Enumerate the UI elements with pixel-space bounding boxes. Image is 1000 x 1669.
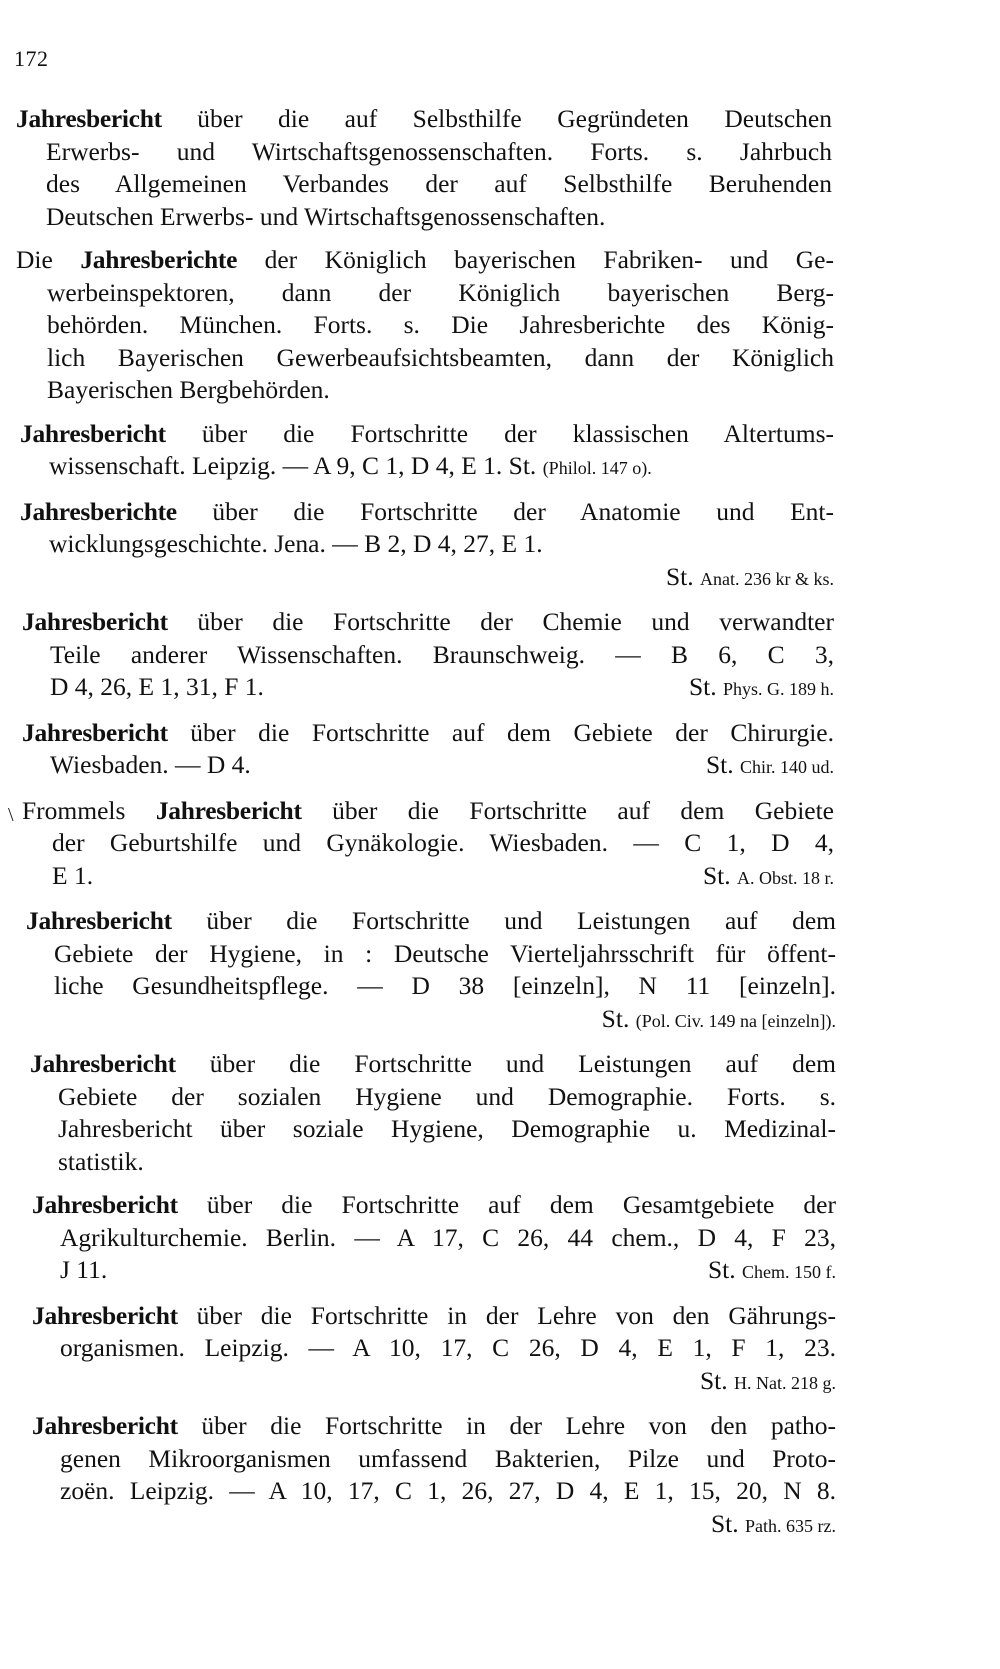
margin-mark: \ <box>8 803 14 826</box>
entry-text: über die auf Selbsthilfe Gegründeten Deutschen <box>161 104 832 133</box>
entry-list <box>0 103 1000 1553</box>
entry-text: Wiesbaden. — D 4. <box>50 750 251 779</box>
bibliography-entry <box>16 244 834 407</box>
entry-keyword: Jahresbericht <box>32 1300 178 1330</box>
bibliography-entry <box>32 1410 836 1542</box>
shelf-mark: Chem. 150 f. <box>742 1262 836 1282</box>
shelf-prefix: St. <box>601 1003 630 1033</box>
entry-line: des Allgemeinen Verbandes der auf Selbsthilfe Beruhenden <box>46 169 832 198</box>
bibliography-entry <box>22 606 834 706</box>
entry-line <box>16 103 832 136</box>
bibliography-entry <box>26 905 836 1037</box>
entry-text: über die Fortschritte der klassischen Altertums- <box>165 418 834 448</box>
shelf-location <box>26 1003 836 1038</box>
entry-text: über die Fortschritte auf dem Gesamtgebiete der <box>177 1190 836 1219</box>
entry-text: J 11. <box>60 1255 108 1284</box>
bibliography-entry <box>30 1048 836 1178</box>
shelf-location <box>32 1508 836 1543</box>
entry-text: über die Fortschritte in der Lehre von den patho- <box>177 1411 836 1440</box>
entry-line: Erwerbs- und Wirtschaftsgenossenschaften. Forts. s. Jahrbuch <box>46 136 832 166</box>
entry-keyword: Jahresbericht <box>32 1411 178 1440</box>
entry-line <box>32 1410 836 1443</box>
page-number: 172 <box>14 46 49 71</box>
shelf-mark: Chir. 140 ud. <box>739 757 834 777</box>
entry-line <box>22 606 834 639</box>
shelf-prefix: St. <box>699 1365 728 1395</box>
entry-line: statistik. <box>58 1146 144 1176</box>
entry-line: lich Bayerischen Gewerbeaufsichtsbeamten, dann der Königlich <box>47 342 834 372</box>
entry-keyword: Jahresbericht <box>22 607 168 636</box>
bibliography-entry <box>32 1300 836 1400</box>
entry-text: über die Fortschritte der Anatomie und Ent- <box>176 496 834 526</box>
entry-text: D 4, 26, E 1, 31, F 1. <box>50 672 264 701</box>
entry-prefix: Frommels <box>22 795 156 825</box>
entry-line: Gebiete der sozialen Hygiene und Demographie. Forts. s. <box>58 1081 836 1111</box>
entry-line <box>26 905 836 938</box>
bibliography-entry <box>8 795 834 895</box>
entry-keyword: Jahresbericht <box>32 1190 178 1219</box>
entry-keyword: Jahresbericht <box>155 795 302 825</box>
bibliography-entry <box>32 1189 836 1289</box>
entry-line: zoën. Leipzig. — A 10, 17, C 1, 26, 27, D 4, E 1, 15, 20, N 8. <box>60 1476 836 1505</box>
shelf-mark: Anat. 236 kr & ks. <box>700 568 834 589</box>
entry-keyword: Jahresberichte <box>80 245 238 274</box>
entry-text: über die Fortschritte der Chemie und verwandter <box>167 607 834 636</box>
entry-line: behörden. München. Forts. s. Die Jahresberichte des König- <box>47 310 834 339</box>
entry-line: Jahresbericht über soziale Hygiene, Demographie u. Medizinal- <box>58 1114 836 1143</box>
shelf-prefix: St. <box>710 1508 739 1538</box>
shelf-mark: (Pol. Civ. 149 na [einzeln]). <box>635 1010 836 1031</box>
entry-line: organismen. Leipzig. — A 10, 17, C 26, D 4, E 1, F 1, 23. <box>60 1333 836 1362</box>
shelf-location <box>706 749 834 784</box>
entry-line: Deutschen Erwerbs- und Wirtschaftsgenossenschaften. <box>46 201 606 231</box>
shelf-mark: Phys. G. 189 h. <box>722 679 834 699</box>
entry-keyword: Jahresbericht <box>16 104 162 133</box>
entry-line <box>32 1254 836 1289</box>
shelf-mark: A. Obst. 18 r. <box>736 867 834 888</box>
entry-line: liche Gesundheitspflege. — D 38 [einzeln], N 11 [einzeln]. <box>54 971 836 1000</box>
entry-line <box>16 244 834 277</box>
entry-text: über die Fortschritte in der Lehre von den Gährungs- <box>177 1300 836 1330</box>
entry-text: E 1. <box>52 860 94 890</box>
entry-line: Agrikulturchemie. Berlin. — A 17, C 26, 44 chem., D 4, F 23, <box>60 1222 836 1252</box>
entry-line: Teile anderer Wissenschaften. Braunschweig. — B 6, C 3, <box>50 639 834 669</box>
entry-keyword: Jahresberichte <box>20 496 177 526</box>
shelf-location <box>708 1254 836 1289</box>
entry-line <box>22 795 834 828</box>
shelf-prefix: St. <box>702 860 731 890</box>
entry-text: der Königlich bayerischen Fabriken- und Ge- <box>237 245 834 274</box>
entry-line <box>20 450 834 485</box>
shelf-prefix: St. <box>705 750 734 779</box>
entry-keyword: Jahresbericht <box>20 418 166 448</box>
entry-line <box>22 860 834 895</box>
entry-line: Gebiete der Hygiene, in : Deutsche Vierteljahrsschrift für öffent- <box>54 938 836 968</box>
entry-prefix: Die <box>16 245 81 274</box>
entry-line: Bayerischen Bergbehörden. <box>47 375 330 404</box>
shelf-location <box>703 860 834 895</box>
entry-text: über die Fortschritte und Leistungen auf dem <box>171 906 836 935</box>
entry-line <box>32 1300 836 1333</box>
entry-line: genen Mikroorganismen umfassend Bakterien, Pilze und Proto- <box>60 1443 836 1473</box>
entry-line: wicklungsgeschichte. Jena. — B 2, D 4, 27, E 1. <box>49 529 543 558</box>
shelf-prefix: St. <box>665 561 694 591</box>
entry-line <box>20 418 834 451</box>
entry-text: wissenschaft. Leipzig. — A 9, C 1, D 4, E 1. St. <box>49 451 537 480</box>
entry-line: der Geburtshilfe und Gynäkologie. Wiesbaden. — C 1, D 4, <box>52 828 834 857</box>
shelf-mark: Path. 635 rz. <box>745 1515 836 1536</box>
entry-text: über die Fortschritte auf dem Gebiete <box>301 795 834 825</box>
entry-line <box>22 717 834 750</box>
shelf-mark: (Philol. 147 o). <box>542 458 652 478</box>
shelf-mark: H. Nat. 218 g. <box>734 1372 836 1393</box>
shelf-prefix: St. <box>688 672 717 701</box>
entry-line <box>30 1048 836 1081</box>
entry-line <box>22 749 834 784</box>
entry-line: werbeinspektoren, dann der Königlich bayerischen Berg- <box>47 277 834 307</box>
entry-keyword: Jahresbericht <box>22 717 168 747</box>
shelf-location <box>32 1365 836 1400</box>
entry-line <box>22 671 834 706</box>
entry-line <box>20 496 834 529</box>
shelf-prefix: St. <box>707 1255 736 1284</box>
shelf-location <box>20 561 834 596</box>
bibliography-entry <box>16 103 832 233</box>
bibliography-entry <box>22 717 834 784</box>
entry-text: über die Fortschritte auf dem Gebiete der Chirurgie. <box>167 717 834 747</box>
bibliography-entry <box>20 418 834 485</box>
shelf-location <box>689 671 834 706</box>
entry-text: über die Fortschritte und Leistungen auf dem <box>175 1049 836 1078</box>
bibliography-entry <box>20 496 834 596</box>
entry-keyword: Jahresbericht <box>30 1049 176 1078</box>
entry-keyword: Jahresbericht <box>26 906 172 935</box>
entry-line <box>32 1189 836 1222</box>
